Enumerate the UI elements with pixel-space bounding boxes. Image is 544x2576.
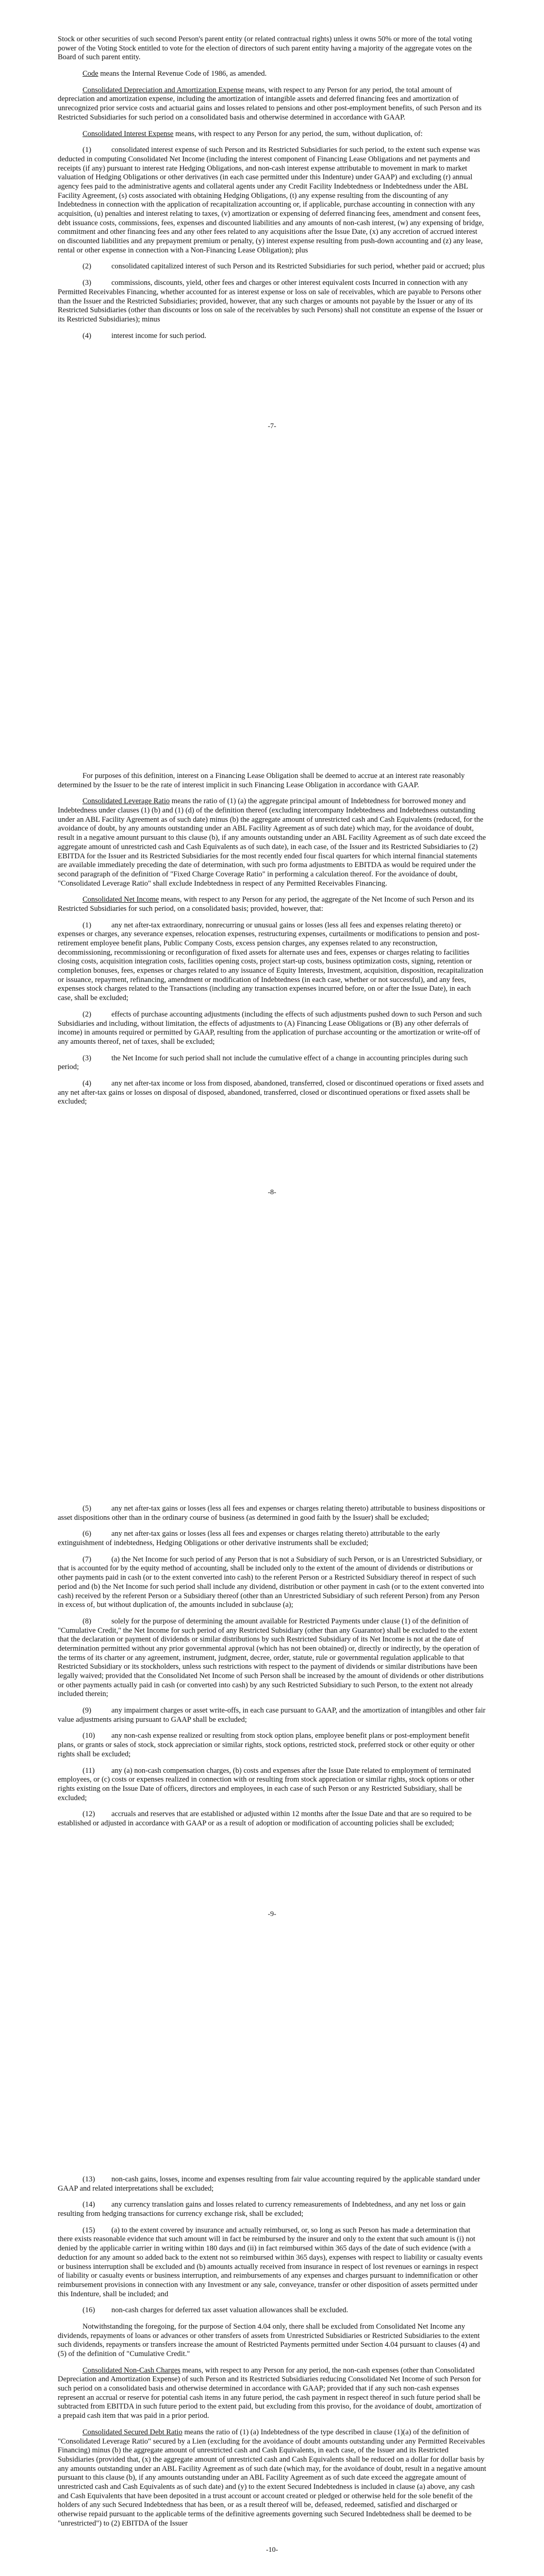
defined-term: Consolidated Depreciation and Amortization Expense (83, 86, 244, 94)
definition-consolidated-leverage-ratio: Consolidated Leverage Ratio means the ratio of (1) (a) the aggregate principal amount of Indebtedness for borrowed money and Indebtedness under clauses (1) (b) and (1) (d) of the definition thereof (excluding intercompany Indebtedness and Indebtedness outstanding under an ABL Facility Agreement as of such date) minus (b) the aggregate amount of unrestricted cash and Cash Equivalents (reduced, for the avoidance of doubt, by any amounts outstanding under an ABL Facility Agreement as of such date) which may, for the avoidance of doubt, result in a negative amount pursuant to this clause (b), if any amounts outstanding under an ABL Facility Agreement as of such date exceed the aggregate amount of unrestricted cash and Cash Equivalents as of such date), in each case, of the Issuer and its Restricted Subsidiaries to (2) EBITDA for the Issuer and its Restricted Subsidiaries for the most recently ended four fiscal quarters for which internal financial statements are available immediately preceding the date of determination, with such pro forma adjustments to EBITDA as would be required under the second paragraph of the definition of "Fixed Charge Coverage Ratio" in performing a calculation thereof. For the avoidance of doubt, "Consolidated Leverage Ratio" shall exclude Indebtedness in respect of any Permitted Receivables Financing. (58, 797, 486, 888)
document-page-1 (0, 0, 544, 706)
list-item: (5) any net after-tax gains or losses (less all fees and expenses or charges relating thereto) attributable to business dispositions or asset dispositions other than in the ordinary course of business (as determined in good faith by the Issuer) shall be excluded; (58, 1504, 485, 1522)
definition-consolidated-secured-debt-ratio: Consolidated Secured Debt Ratio means the ratio of (1) (a) Indebtedness of the type described in clause (1)(a) of the definition of "Consolidated Leverage Ratio" secured by a Lien (excluding for the avoidance of doubt amounts outstanding under any Permitted Receivables Financing) minus (b) the aggregate amount of unrestricted cash and Cash Equivalents, in each case, of the Issuer and its Restricted Subsidiaries (provided that, (x) the aggregate amount of unrestricted cash and Cash Equivalents shall be reduced on a dollar for dollar basis by any amounts outstanding under an ABL Facility Agreement as of such date (which may, for the avoidance of doubt, result in a negative amount pursuant to this clause (b), if any amounts outstanding under an ABL Facility Agreement as of such date exceed the aggregate amount of unrestricted cash and Cash Equivalents as of such date) and (y) to the extent Secured Indebtedness is included in clause (a) above, any cash and Cash Equivalents that have been deposited in a trust account or account created or pledged or otherwise held for the sole benefit of the holders of any such Secured Indebtedness that has been, or as a result thereof will be, defeased, redeemed, satisfied and discharged or otherwise repaid pursuant to the applicable terms of the definitive agreements governing such Secured Indebtedness shall be deemed to be "unrestricted") to (2) EBITDA of the Issuer (58, 2428, 486, 2528)
list-item: (1) consolidated interest expense of such Person and its Restricted Subsidiaries for such period, to the extent such expense was deducted in computing Consolidated Net Income (including the interest component of Financing Lease Obligations and net payments and receipts (if any) pursuant to interest rate Hedging Obligations, and non-cash interest expense attributable to movement in mark to market valuation of Hedging Obligations or other derivatives (in each case permitted under this Indenture) under GAAP) and excluding (r) annual agency fees paid to the administrative agents and collateral agents under any Credit Facility Indebtedness or Indebtedness under the ABL Facility Agreement, (s) costs associated with obtaining Hedging Obligations, (t) any expense resulting from the discounting of any Indebtedness in connection with the application of recapitalization accounting or, if applicable, purchase accounting in connection with any acquisition, (u) penalties and interest relating to taxes, (v) amortization or expensing of deferred financing fees, amendment and consent fees, debt issuance costs, commissions, fees, expenses and discounted liabilities and any amounts of non-cash interest, (w) any expensing of bridge, commitment and other financing fees and any other fees related to any acquisitions after the Issue Date, (x) any accretion of accrued interest on discounted liabilities and any prepayment premium or penalty, (y) interest expense resulting from push-down accounting and (z) any lease, rental or other expense in connection with a Non-Financing Lease Obligation); plus (58, 146, 484, 255)
list-item: (16) non-cash charges for deferred tax asset valuation allowances shall be excluded. (83, 2306, 349, 2315)
definition-consolidated-net-income: Consolidated Net Income means, with respect to any Person for any period, the aggregate of the Net Income of such Person and its Restricted Subsidiaries for such period, on a consolidated basis; provided, however, that: (58, 895, 474, 913)
list-item: (14) any currency translation gains and losses related to currency remeasurements of Indebtedness, and any net loss or gain resulting from hedging transactions for currency exchange risk, shall be excluded; (58, 2200, 466, 2218)
definition-consolidated-depreciation: Consolidated Depreciation and Amortization Expense means, with respect to any Person for any period, the total amount of depreciation and amortization expense, including the amortization of intangible assets and deferred financing fees and amortization of unrecognized prior service costs and actuarial gains and losses related to pensions and other post-employment benefits, of such Person and its Restricted Subsidiaries for such period on a consolidated basis and otherwise determined in accordance with GAAP. (58, 86, 482, 122)
list-item: (2) consolidated capitalized interest of such Person and its Restricted Subsidiaries for such period, whether paid or accrued; plus (83, 262, 485, 271)
paragraph-continuation: For purposes of this definition, interest on a Financing Lease Obligation shall be deemed to accrue at an interest rate reasonably determined by the Issuer to be the rate of interest implicit in such Financing Lease Obligation in accordance with GAAP. (58, 772, 465, 789)
defined-term: Consolidated Non-Cash Charges (83, 2366, 180, 2375)
list-item: (3) the Net Income for such period shall not include the cumulative effect of a change in accounting principles during such period; (58, 1054, 468, 1072)
paragraph-notwithstanding: Notwithstanding the foregoing, for the purpose of Section 4.04 only, there shall be excluded from Consolidated Net Income any dividends, repayments of loans or advances or other transfers of assets from Unrestricted Subsidiaries or Restricted Subsidiaries to the extent such dividends, repayments or transfers increase the amount of Restricted Payments permitted under Section 4.04 pursuant to clauses (4) and (5) of the definition of "Cumulative Credit." (58, 2322, 480, 2358)
list-item: (11) any (a) non-cash compensation charges, (b) costs and expenses after the Issue Date related to employment of terminated employees, or (c) costs or expenses realized in connection with or resulting from stock appreciation or similar rights, stock options or other rights existing on the Issue Date of officers, directors and employees, in each case of such Person or any Restricted Subsidiary, shall be excluded; (58, 1766, 474, 1802)
list-item: (10) any non-cash expense realized or resulting from stock option plans, employee benefit plans or post-employment benefit plans, or grants or sales of stock, stock appreciation or similar rights, stock options, restricted stock, preferred stock or other equity or other rights shall be excluded; (58, 1732, 475, 1758)
document-page-3 (0, 1408, 544, 2109)
definition-consolidated-interest-expense: Consolidated Interest Expense means, with respect to any Person for any period, the sum, without duplication, of: (83, 129, 423, 138)
list-item: (15) (a) to the extent covered by insurance and actually reimbursed, or, so long as such Person has made a determination that there exists reasonable evidence that such amount will in fact be reimbursed by the insurer and only to the extent that such amount is (i) not denied by the applicable carrier in writing within 180 days and (ii) in fact reimbursed within 365 days of the date of such evidence (with a deduction for any amount so added back to the extent not so reimbursed within 365 days), expenses with respect to liability or casualty events or business interruption shall be excluded and (b) amounts actually received from insurance in respect of lost revenues or earnings in respect of liability or casualty events or business interruption, and reimbursements of any expenses and charges pursuant to indemnification or other reimbursement provisions in connection with any Investment or any sale, conveyance, transfer or other disposition of assets permitted under this Indenture, shall be included; and (58, 2226, 483, 2298)
list-item: (8) solely for the purpose of determining the amount available for Restricted Payments under clause (1) of the definition of "Cumulative Credit," the Net Income for such period of any Restricted Subsidiary (other than any Guarantor) shall be excluded to the extent that the declaration or payment of dividends or similar distributions by such Restricted Subsidiary of its Net Income is not at the date of determination permitted without any prior governmental approval (which has not been obtained) or, directly or indirectly, by the operation of the terms of its charter or any agreement, instrument, judgment, decree, order, statute, rule or governmental regulation applicable to that Restricted Subsidiary or its stockholders, unless such restrictions with respect to the payment of dividends or similar distributions have been legally waived; provided that the Consolidated Net Income of such Person shall be increased by the amount of dividends or other distributions or other payments actually paid in cash (or converted into cash) by any such Restricted Subsidiary to such Person, to the extent not already included therein; (58, 1617, 484, 1699)
list-item: (12) accruals and reserves that are established or adjusted within 12 months after the Issue Date and that are so required to be established or adjusted in accordance with GAAP or as a result of adoption or modification of accounting policies shall be excluded; (58, 1810, 472, 1827)
list-item: (2) effects of purchase accounting adjustments (including the effects of such adjustments pushed down to such Person and such Subsidiaries and including, without limitation, the effects of adjustments to (A) Financing Lease Obligations or (B) any other deferrals of income) in amounts required or permitted by GAAP, resulting from the application of purchase accounting or the amortization or write-off of any amounts thereof, net of taxes, shall be excluded; (58, 1010, 482, 1046)
page-number: -8- (268, 1189, 276, 1196)
defined-term: Code (83, 70, 98, 78)
defined-term: Consolidated Interest Expense (83, 129, 174, 138)
paragraph-continuation: Stock or other securities of such second Person's parent entity (or related contractual rights) unless it owns 50% or more of the total voting power of the Voting Stock entitled to vote for the election of directors of such parent entity having a majority of the aggregate votes on the Board of such parent entity. (58, 35, 472, 62)
list-item: (4) interest income for such period. (83, 331, 207, 340)
defined-term: Consolidated Net Income (83, 895, 159, 904)
page-number: -9- (268, 1910, 276, 1918)
defined-term: Consolidated Leverage Ratio (83, 797, 170, 806)
list-item: (9) any impairment charges or asset write-offs, in each case pursuant to GAAP, and the amortization of intangibles and other fair value adjustments arising pursuant to GAAP shall be excluded; (58, 1706, 486, 1724)
document-page-4 (0, 2109, 544, 2576)
list-item: (1) any net after-tax extraordinary, nonrecurring or unusual gains or losses (less all fees and expenses relating thereto) or expenses or charges, any severance expenses, relocation expenses, restructuring expenses, curtailments or modifications to pension and post-retirement employee benefit plans, Public Company Costs, excess pension charges, any expenses related to any reconstruction, decommissioning, recommissioning or reconfiguration of fixed assets for alternate uses and fees, expenses or charges relating to facilities closing costs, acquisition integration costs, facilities opening costs, project start-up costs, business optimization costs, signing, retention or completion bonuses, fees, expenses or charges related to any issuance of Equity Interests, Investment, acquisition, disposition, recapitalization or issuance, repayment, refinancing, amendment or modification of Indebtedness (in each case, whether or not successful), and any fees, expenses stock charges related to the Transactions (including any transaction expenses incurred before, on or after the Issue Date), in each case, shall be excluded; (58, 921, 484, 1003)
definition-code: Code means the Internal Revenue Code of 1986, as amended. (83, 70, 267, 78)
page-number: -7- (268, 422, 276, 431)
defined-term: Consolidated Secured Debt Ratio (83, 2428, 183, 2436)
list-item: (6) any net after-tax gains or losses (less all fees and expenses or charges relating thereto) attributable to the early extinguishment of indebtedness, Hedging Obligations or other derivative instruments shall be excluded; (58, 1530, 440, 1548)
page-number: -10- (266, 2546, 278, 2554)
list-item: (3) commissions, discounts, yield, other fees and charges or other interest equivalent costs Incurred in connection with any Permitted Receivables Financing, whether accounted for as interest expense or loss on sale of receivables, which are payable to Persons other than the Issuer and the Restricted Subsidiaries; provided, however, that any such charges or amounts not payable by the Issuer or any of its Restricted Subsidiaries (other than discounts or loss on sale of the receivables by such Persons) shall not constitute an expense of the Issuer or its Restricted Subsidiaries); minus (58, 279, 483, 324)
document-page-2 (0, 706, 544, 1408)
list-item: (4) any net after-tax income or loss from disposed, abandoned, transferred, closed or discontinued operations or fixed assets and any net after-tax gains or losses on disposal of disposed, abandoned, transferred, closed or discontinued operations or fixed assets shall be excluded; (58, 1079, 484, 1106)
list-item: (13) non-cash gains, losses, income and expenses resulting from fair value accounting required by the applicable standard under GAAP and related interpretations shall be excluded; (58, 2175, 481, 2193)
list-item: (7) (a) the Net Income for such period of any Person that is not a Subsidiary of such Person, or is an Unrestricted Subsidiary, or that is accounted for by the equity method of accounting, shall be included only to the extent of the amount of dividends or distributions or other payments paid in cash (or to the extent converted into cash) to the referent Person or a Restricted Subsidiary thereof in respect of such period and (b) the Net Income for such period shall include any dividend, distribution or other payment in cash (or to the extent converted into cash) received by the referent Person or a Subsidiary thereof (other than an Unrestricted Subsidiary of such referent Person) from any Person in excess of, but without duplication of, the amounts included in subclause (a); (58, 1555, 484, 1609)
definition-consolidated-non-cash-charges: Consolidated Non-Cash Charges means, with respect to any Person for any period, the non-cash expenses (other than Consolidated Depreciation and Amortization Expense) of such Person and its Restricted Subsidiaries reducing Consolidated Net Income of such Person for such period on a consolidated basis and otherwise determined in accordance with GAAP; provided that if any such non-cash expenses represent an accrual or reserve for potential cash items in any future period, the cash payment in respect thereof in such future period shall be subtracted from EBITDA in such future period to the extent paid, but excluding from this proviso, for the avoidance of doubt, amortization of a prepaid cash item that was paid in a prior period. (58, 2366, 482, 2420)
